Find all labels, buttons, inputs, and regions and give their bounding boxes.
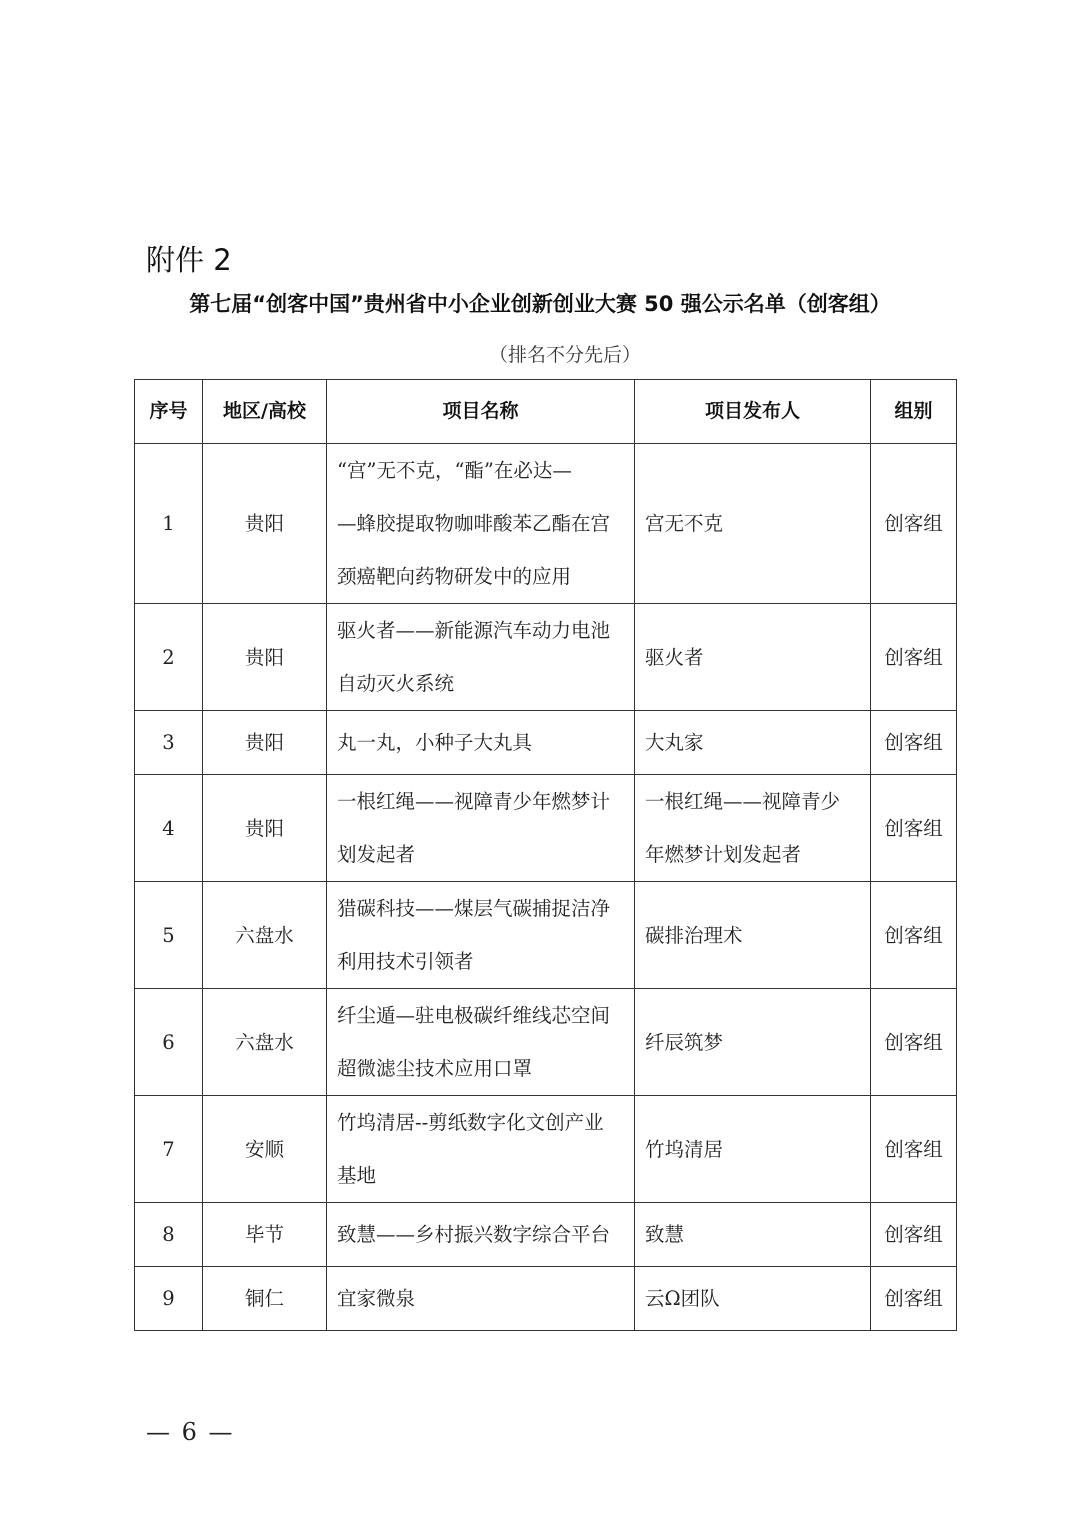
project-line: 一根红绳——视障青少年燃梦计 xyxy=(337,790,611,813)
cell-region: 安顺 xyxy=(203,1096,327,1203)
project-line: 驱火者——新能源汽车动力电池 xyxy=(337,619,611,642)
cell-publisher xyxy=(635,989,871,1096)
cell-group: 创客组 xyxy=(871,1203,957,1267)
cell-project xyxy=(327,1203,635,1267)
project-line: 划发起者 xyxy=(337,843,416,866)
project-line: —蜂胶提取物咖啡酸苯乙酯在宫 xyxy=(337,512,611,535)
cell-project xyxy=(327,444,635,604)
cell-no: 5 xyxy=(135,882,203,989)
cell-publisher xyxy=(635,444,871,604)
project-line: 基地 xyxy=(337,1164,377,1187)
header-project: 项目名称 xyxy=(327,380,635,444)
project-line: 宜家微泉 xyxy=(337,1287,416,1310)
cell-publisher xyxy=(635,882,871,989)
cell-publisher xyxy=(635,604,871,711)
header-group: 组别 xyxy=(871,380,957,444)
cell-project xyxy=(327,989,635,1096)
cell-project xyxy=(327,711,635,775)
document-title: 第七届“创客中国”贵州省中小企业创新创业大赛 50 强公示名单（创客组） xyxy=(189,292,891,316)
table-row xyxy=(135,1203,957,1267)
publisher-line: 年燃梦计划发起者 xyxy=(645,843,802,866)
cell-publisher xyxy=(635,1203,871,1267)
publisher-line: 一根红绳——视障青少 xyxy=(645,790,841,813)
cell-publisher xyxy=(635,775,871,882)
cell-group: 创客组 xyxy=(871,604,957,711)
header-publisher: 项目发布人 xyxy=(635,380,871,444)
cell-no: 1 xyxy=(135,444,203,604)
publisher-line: 云Ω团队 xyxy=(645,1287,720,1310)
project-line: 超微滤尘技术应用口罩 xyxy=(337,1057,533,1080)
header-no: 序号 xyxy=(135,380,203,444)
table-row xyxy=(135,989,957,1096)
finalist-table xyxy=(134,379,957,1331)
cell-project xyxy=(327,1267,635,1331)
table-row xyxy=(135,604,957,711)
cell-group: 创客组 xyxy=(871,989,957,1096)
publisher-line: 纤辰筑梦 xyxy=(645,1030,724,1054)
attachment-label: 附件 2 xyxy=(146,243,232,277)
cell-publisher xyxy=(635,711,871,775)
publisher-line: 宫无不克 xyxy=(645,512,724,535)
cell-project xyxy=(327,882,635,989)
cell-no: 7 xyxy=(135,1096,203,1203)
cell-region: 贵阳 xyxy=(203,711,327,775)
publisher-line: 致慧 xyxy=(645,1223,685,1246)
project-line: 丸一丸，小种子大丸具 xyxy=(337,731,533,754)
publisher-line: 碳排治理术 xyxy=(645,923,743,947)
project-line: 竹坞清居--剪纸数字化文创产业 xyxy=(337,1111,604,1134)
project-line: 自动灭火系统 xyxy=(337,672,455,695)
project-line: 颈癌靶向药物研发中的应用 xyxy=(337,565,572,588)
project-line: 利用技术引领者 xyxy=(337,950,474,973)
cell-no: 8 xyxy=(135,1203,203,1267)
header-region: 地区/高校 xyxy=(203,380,327,444)
project-line: 猎碳科技——煤层气碳捕捉洁净 xyxy=(337,897,611,920)
cell-region: 六盘水 xyxy=(203,989,327,1096)
table-header-row xyxy=(135,380,957,444)
table-row xyxy=(135,444,957,604)
cell-group: 创客组 xyxy=(871,882,957,989)
cell-no: 6 xyxy=(135,989,203,1096)
cell-publisher xyxy=(635,1096,871,1203)
table-row xyxy=(135,1267,957,1331)
cell-no: 3 xyxy=(135,711,203,775)
project-line: 纤尘遁—驻电极碳纤维线芯空间 xyxy=(337,1004,611,1027)
project-line: 致慧——乡村振兴数字综合平台 xyxy=(337,1223,611,1246)
cell-region: 六盘水 xyxy=(203,882,327,989)
cell-group: 创客组 xyxy=(871,1267,957,1331)
cell-project xyxy=(327,775,635,882)
cell-region: 贵阳 xyxy=(203,604,327,711)
cell-project xyxy=(327,604,635,711)
cell-group: 创客组 xyxy=(871,775,957,882)
document-subtitle: （排名不分先后） xyxy=(488,344,641,366)
cell-project xyxy=(327,1096,635,1203)
project-line: “宫”无不克，“酯”在必达— xyxy=(337,459,572,482)
publisher-line: 大丸家 xyxy=(645,731,704,754)
publisher-line: 驱火者 xyxy=(645,645,704,669)
cell-region: 贵阳 xyxy=(203,444,327,604)
cell-no: 4 xyxy=(135,775,203,882)
publisher-line: 竹坞清居 xyxy=(645,1137,724,1161)
cell-group: 创客组 xyxy=(871,444,957,604)
table-row xyxy=(135,775,957,882)
page-number: — 6 — xyxy=(146,1418,235,1446)
cell-no: 2 xyxy=(135,604,203,711)
cell-group: 创客组 xyxy=(871,711,957,775)
table-row xyxy=(135,1096,957,1203)
cell-region: 铜仁 xyxy=(203,1267,327,1331)
table-row xyxy=(135,711,957,775)
table-row xyxy=(135,882,957,989)
cell-region: 贵阳 xyxy=(203,775,327,882)
cell-group: 创客组 xyxy=(871,1096,957,1203)
cell-no: 9 xyxy=(135,1267,203,1331)
cell-region: 毕节 xyxy=(203,1203,327,1267)
cell-publisher xyxy=(635,1267,871,1331)
